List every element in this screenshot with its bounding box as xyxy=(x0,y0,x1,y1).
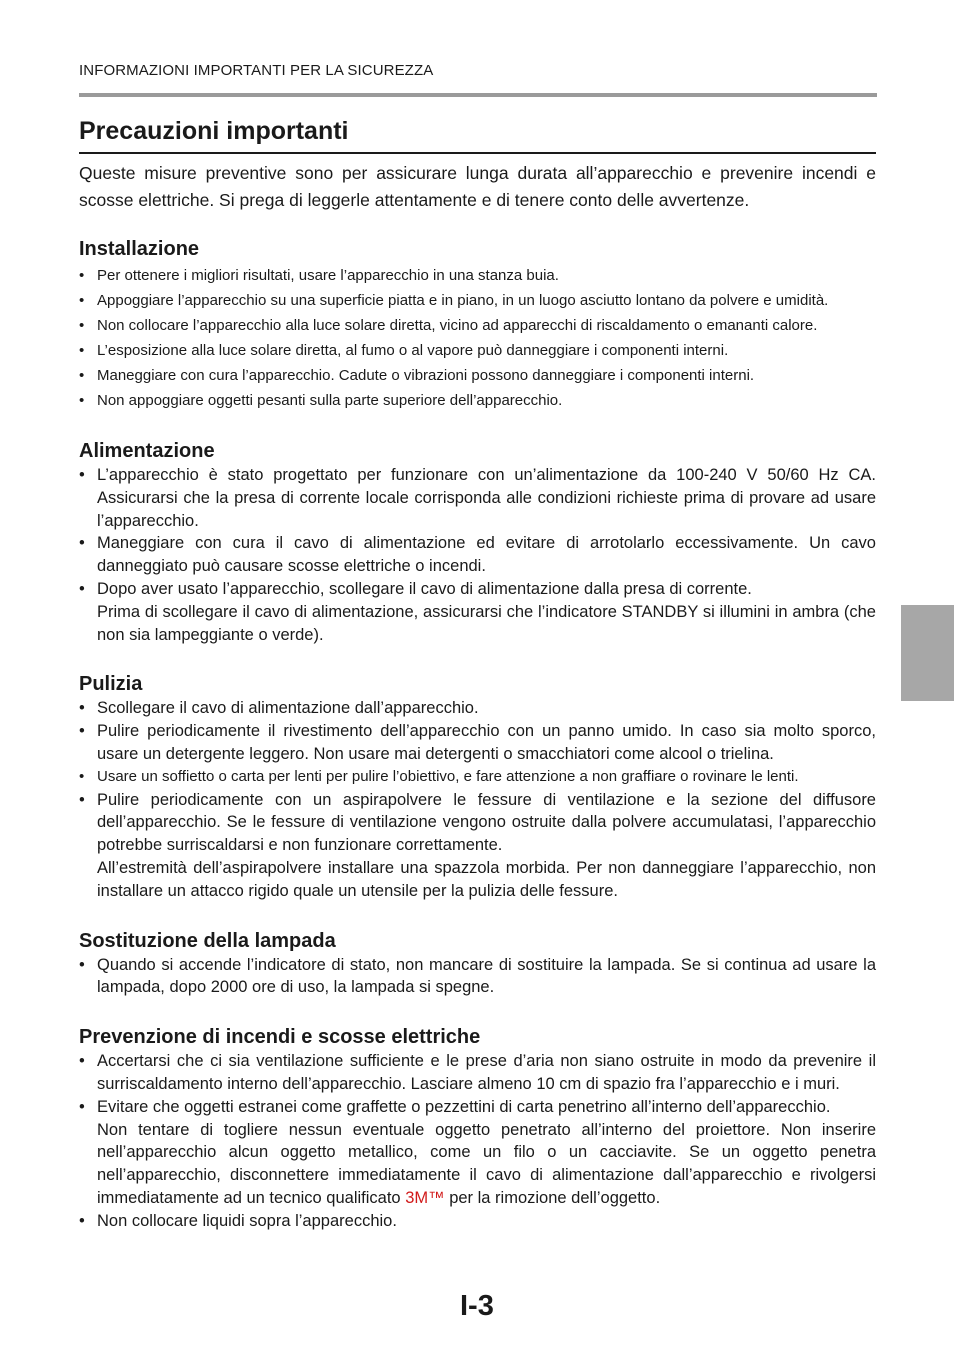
running-header: INFORMAZIONI IMPORTANTI PER LA SICUREZZA xyxy=(79,62,434,79)
bullet-icon: • xyxy=(79,367,85,384)
bullet-icon: • xyxy=(79,790,85,809)
list-item: • Maneggiare con cura l’apparecchio. Cadute o vibrazioni possono danneggiare i componenti interni. xyxy=(79,363,876,388)
bullet-icon: • xyxy=(79,317,85,334)
installazione-list xyxy=(79,263,876,413)
page-content xyxy=(79,113,876,1233)
bullet-icon: • xyxy=(79,267,85,284)
bullet-icon: • xyxy=(79,1097,85,1116)
chapter-side-tab xyxy=(901,605,954,701)
bullet-icon: • xyxy=(79,1052,85,1071)
list-item: • Usare un soffietto o carta per lenti per pulire l’obiettivo, e fare attenzione a non graffiare o rovinare le lenti. xyxy=(79,766,876,789)
bullet-icon: • xyxy=(79,767,85,785)
list-item: • Appoggiare l’apparecchio su una superficie piatta e in piano, in un luogo asciutto lontano da polvere e umidità. xyxy=(79,288,876,313)
list-item: • Pulire periodicamente con un aspirapolvere le fessure di ventilazione e la sezione del diffusore dell’apparecchio. Se le fessure di ventilazione vengono ostruite dalla polvere accumulatasi, l’apparecchio potrebbe surriscaldarsi e non funzionare correttamente. All’estremità dell’aspirapolvere installare una spazzola morbida. Per non danneggiare l’apparecchio, non installare un attacco rigido quale un utensile per la pulizia delle fessure. xyxy=(79,789,876,903)
list-item: • Evitare che oggetti estranei come graffette o pezzettini di carta penetrino all’interno dell’apparecchio. Non tentare di togliere nessun eventuale oggetto penetrato all’interno del proiettore. Non inserire nell’apparecchio alcun oggetto metallico, come un filo o un cacciavite. Se un oggetto penetra nell’apparecchio, disconnettere immediatamente il cavo di alimentazione dall’apparecchio e rivolgersi immediatamente ad un tecnico qualificato 3M™ per la rimozione dell’oggetto. xyxy=(79,1096,876,1210)
list-item: • Non appoggiare oggetti pesanti sulla parte superiore dell’apparecchio. xyxy=(79,388,876,413)
alimentazione-list xyxy=(79,464,876,646)
section-heading-alimentazione: Alimentazione xyxy=(79,440,215,462)
bullet-icon: • xyxy=(79,392,85,409)
prevenzione-list xyxy=(79,1050,876,1232)
list-item: • Per ottenere i migliori risultati, usare l’apparecchio in una stanza buia. xyxy=(79,263,876,288)
header-divider xyxy=(79,93,877,97)
bullet-icon: • xyxy=(79,579,85,598)
list-item: • Maneggiare con cura il cavo di alimentazione ed evitare di arrotolarlo eccessivamente. Un cavo danneggiato può causare scosse elettriche o incendi. xyxy=(79,534,876,576)
bullet-icon: • xyxy=(79,534,85,553)
page-number: I-3 xyxy=(460,1290,494,1322)
list-item: • Non collocare l’apparecchio alla luce solare diretta, vicino ad apparecchi di riscaldamento o emananti calore. xyxy=(79,313,876,338)
list-item: • Dopo aver usato l’apparecchio, scollegare il cavo di alimentazione dalla presa di corrente. Prima di scollegare il cavo di alimentazione, assicurarsi che l’indicatore STANDBY si illumini in ambra (che non sia lampeggiante o verde). xyxy=(79,578,876,646)
item-note: Non tentare di togliere nessun eventuale oggetto penetrato all’interno del proiettore. Non inserire nell’apparecchio alcun oggetto metallico, come un filo o un cacciavite. Se un oggetto penetra nell’apparecchio, disconnettere immediatamente il cavo di alimentazione dall’apparecchio e rivolgersi immediatamente ad un tecnico qualificato 3M™ per la rimozione dell’oggetto. xyxy=(97,1120,876,1207)
pulizia-list xyxy=(79,697,876,902)
bullet-icon: • xyxy=(79,722,85,741)
bullet-icon: • xyxy=(79,955,85,974)
list-item: • L’esposizione alla luce solare diretta, al fumo o al vapore può danneggiare i componenti interni. xyxy=(79,338,876,363)
brand-name: 3M™ xyxy=(405,1188,445,1207)
list-item: • Quando si accende l’indicatore di stato, non mancare di sostituire la lampada. Se si continua ad usare la lampada, dopo 2000 ore di uso, la lampada si spegne. xyxy=(79,955,876,997)
section-heading-pulizia: Pulizia xyxy=(79,673,143,696)
list-item: • Accertarsi che ci sia ventilazione sufficiente e le prese d’aria non siano ostruite in modo da prevenire il surriscaldamento interno dell’apparecchio. Lasciare almeno 10 cm di spazio fra l’apparecchio e i muri. xyxy=(79,1052,876,1093)
section-heading-lampada: Sostituzione della lampada xyxy=(79,929,336,952)
section-heading-installazione: Installazione xyxy=(79,238,200,260)
list-item: • Non collocare liquidi sopra l’apparecchio. xyxy=(79,1210,876,1233)
page-title: Precauzioni importanti xyxy=(79,113,876,154)
item-note: All’estremità dell’aspirapolvere installare una spazzola morbida. Per non danneggiare l’apparecchio, non installare un attacco rigido quale un utensile per la pulizia delle fessure. xyxy=(97,858,876,900)
section-heading-prevenzione: Prevenzione di incendi e scosse elettriche xyxy=(79,1026,481,1049)
list-item: • Scollegare il cavo di alimentazione dall’apparecchio. xyxy=(79,697,876,720)
bullet-icon: • xyxy=(79,466,85,484)
lampada-list xyxy=(79,954,876,1000)
bullet-icon: • xyxy=(79,1211,85,1230)
bullet-icon: • xyxy=(79,699,85,718)
list-item: • Pulire periodicamente il rivestimento dell’apparecchio con un panno umido. In caso sia molto sporco, usare un detergente leggero. Non usare mai detergenti o smacchiatori come alcool o trielina. xyxy=(79,722,876,763)
intro-paragraph: Queste misure preventive sono per assicurare lunga durata all’apparecchio e prevenire incendi e scosse elettriche. Si prega di leggerle attentamente e di tenere conto delle avvertenze. xyxy=(79,163,876,210)
bullet-icon: • xyxy=(79,342,85,359)
bullet-icon: • xyxy=(79,292,85,309)
list-item: • L’apparecchio è stato progettato per funzionare con un’alimentazione da 100-240 V 50/60 Hz CA. Assicurarsi che la presa di corrente locale corrisponda alle condizioni richieste prima di provare ad usare l’apparecchio. xyxy=(79,466,876,530)
item-note: Prima di scollegare il cavo di alimentazione, assicurarsi che l’indicatore STANDBY si illumini in ambra (che non sia lampeggiante o verde). xyxy=(97,602,876,644)
